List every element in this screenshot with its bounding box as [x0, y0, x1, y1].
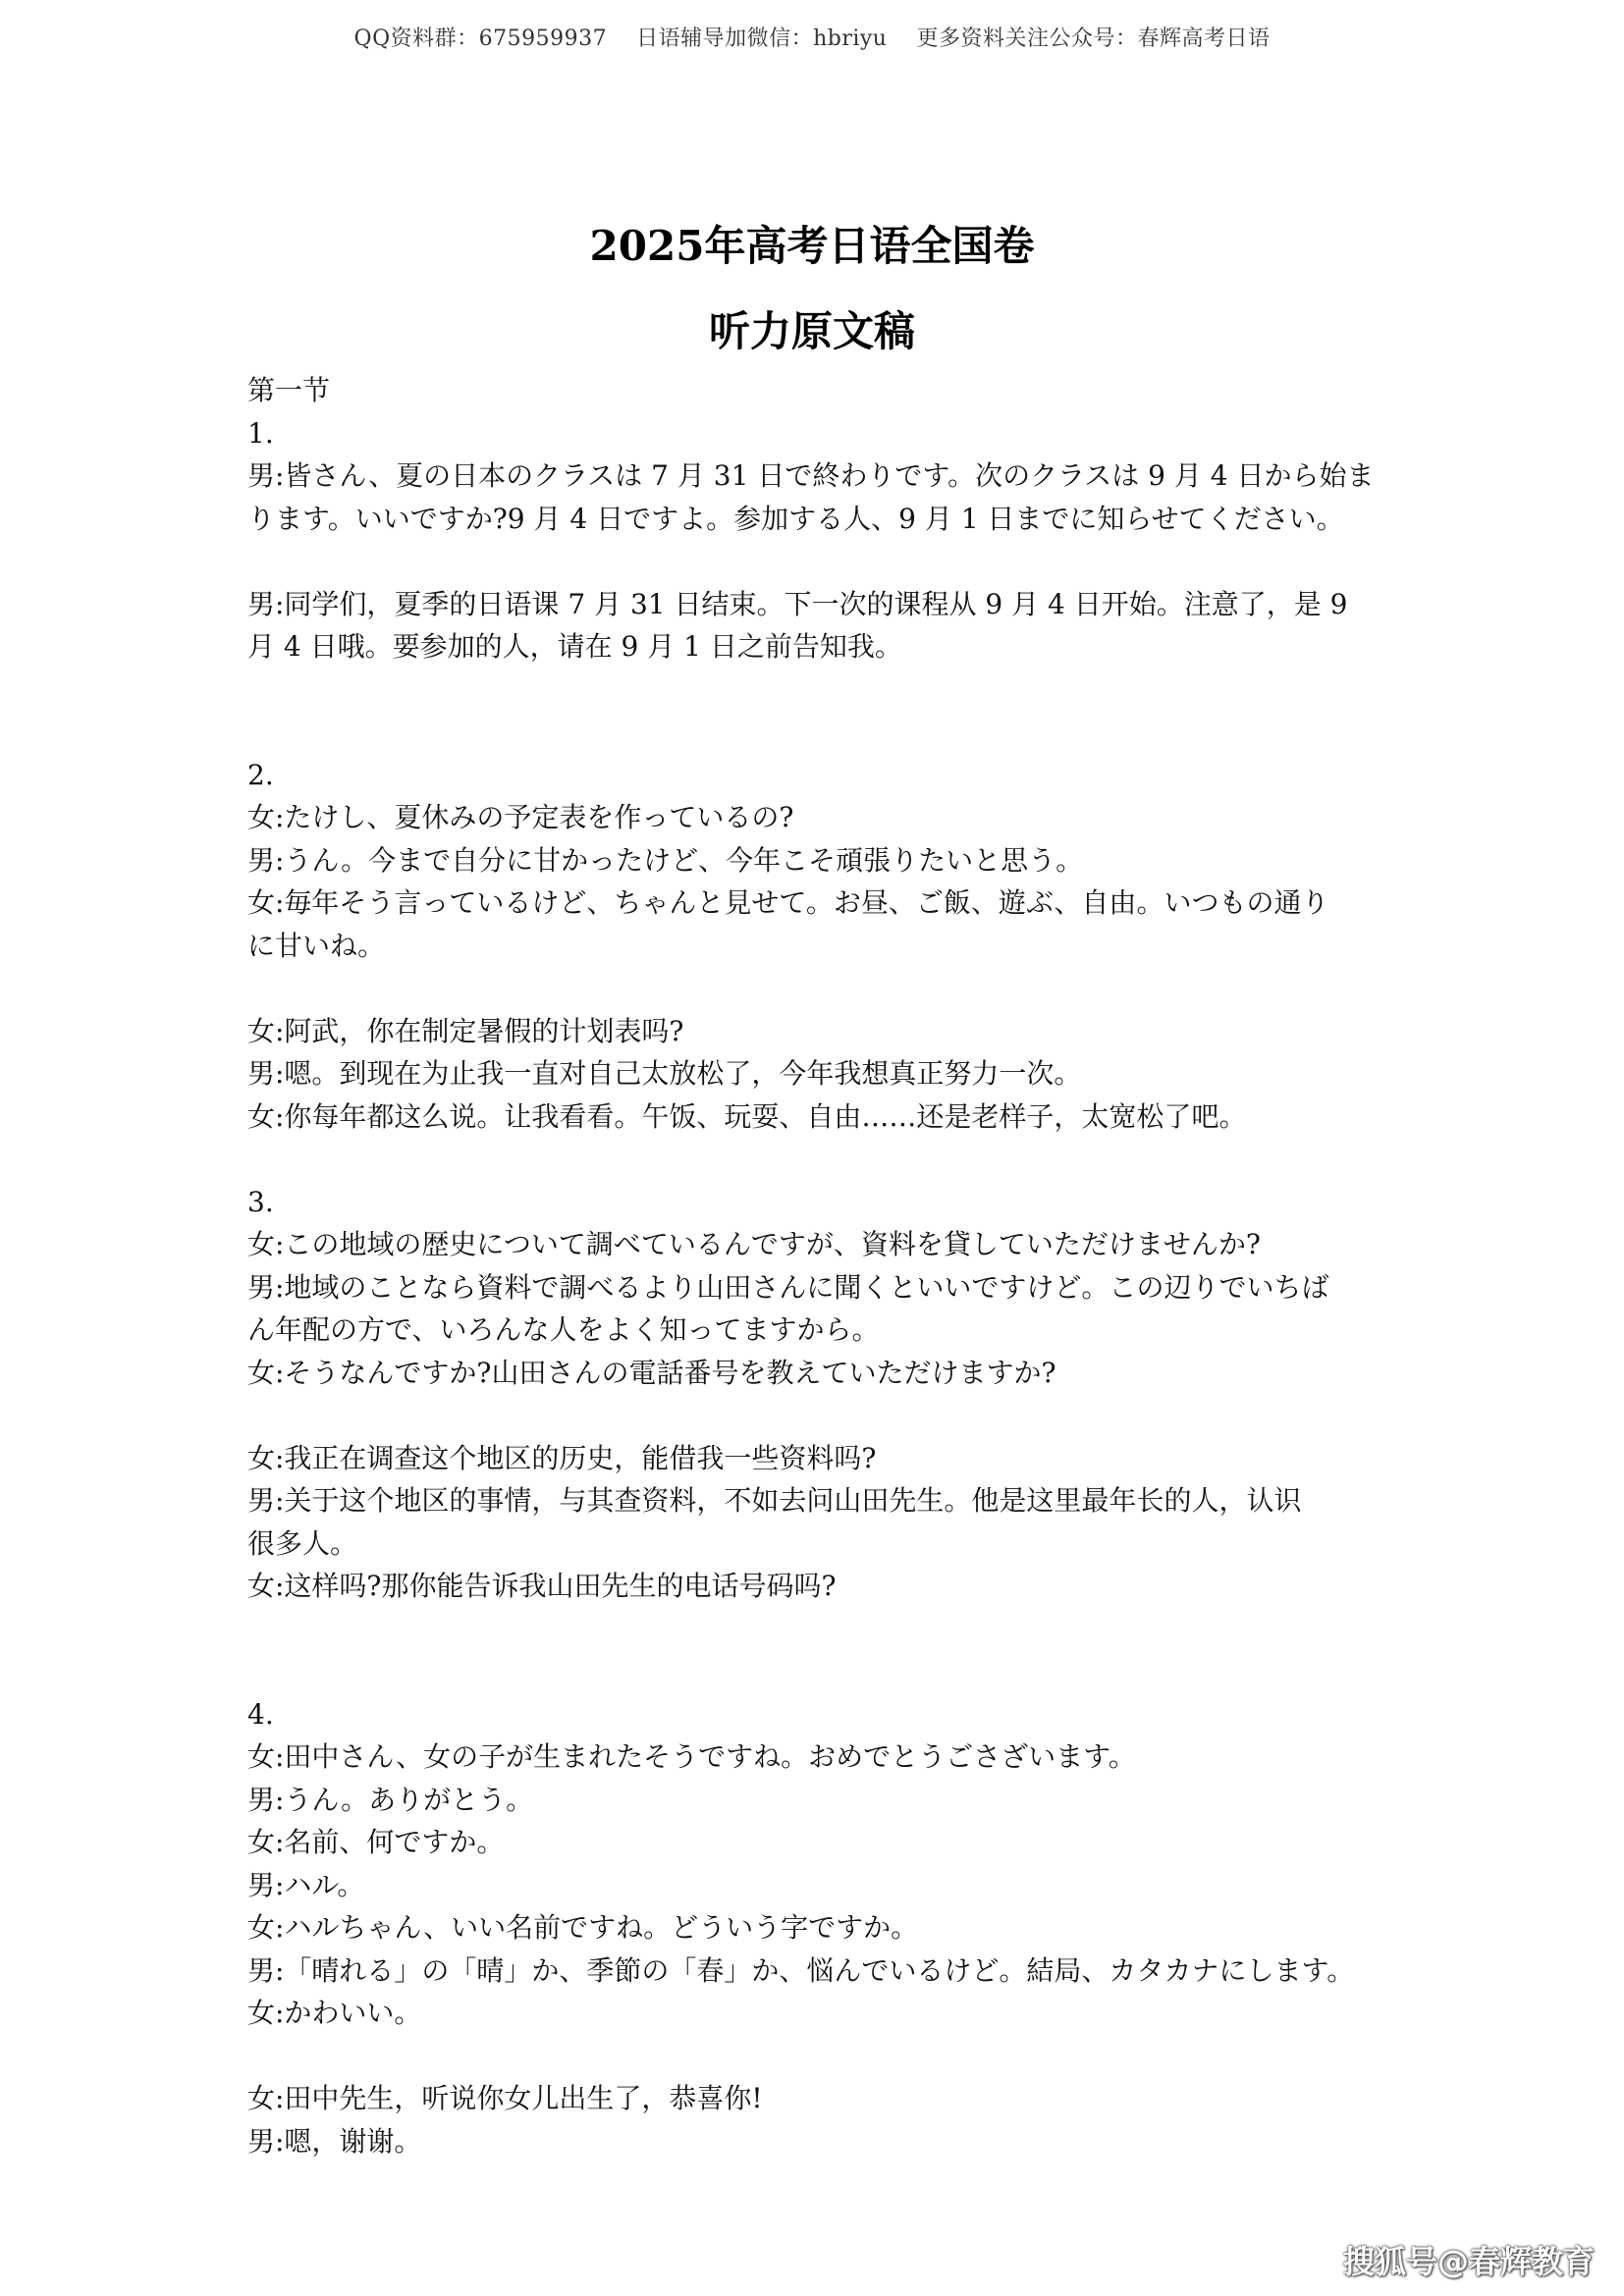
transcript-line: 女:かわいい。: [247, 1997, 422, 2029]
transcript-line: 男:うん。ありがとう。: [247, 1783, 534, 1816]
transcript-line: 男:同学们，夏季的日语课 7 月 31 日结束。下一次的课程从 9 月 4 日开始。注意了，是 9: [247, 587, 1348, 620]
transcript-line: 女:ハルちゃん、いい名前ですね。どういう字ですか。: [247, 1911, 919, 1944]
blank-line: [247, 1650, 1391, 1693]
transcript-line: 女:田中さん、女の子が生まれたそうですね。おめでとうごさざいます。: [247, 1740, 1136, 1773]
blank-line: [247, 1394, 1391, 1437]
transcript-body: [247, 369, 1391, 2163]
blank-line: [247, 967, 1391, 1010]
transcript-line: 男:「晴れる」の「晴」か、季節の「春」か、悩んでいるけど。結局、カタカナにします。: [247, 1953, 1355, 1987]
transcript-line: 男:嗯。到现在为止我一直对自己太放松了，今年我想真正努力一次。: [247, 1057, 1082, 1090]
transcript-line: 4.: [247, 1697, 274, 1731]
transcript-line: 女:这样吗?那你能告诉我山田先生的电话号码吗?: [247, 1570, 837, 1602]
blank-line: [247, 1138, 1391, 1181]
transcript-line: 第一节: [247, 374, 331, 406]
transcript-line: 很多人。: [247, 1526, 358, 1560]
transcript-line: に甘いね。: [247, 929, 386, 962]
document-title: 2025年高考日语全国卷: [589, 222, 1035, 270]
transcript-line: 男:うん。今まで自分に甘かったけど、今年こそ頑張りたいと思う。: [247, 843, 1084, 877]
blank-line: [247, 711, 1391, 754]
transcript-line: 月 4 日哦。要参加的人，请在 9 月 1 日之前告知我。: [247, 630, 902, 663]
transcript-line: 女:この地域の歴史について調べているんですが、資料を貸していただけませんか?: [247, 1228, 1261, 1260]
blank-line: [247, 2035, 1391, 2078]
transcript-line: ん年配の方で、いろんな人をよく知ってますから。: [247, 1313, 880, 1346]
blank-line: [247, 540, 1391, 583]
transcript-line: 男:嗯，谢谢。: [247, 2124, 422, 2158]
transcript-line: 女:そうなんですか?山田さんの電話番号を教えていただけますか?: [247, 1356, 1056, 1389]
transcript-line: 女:我正在调查这个地区的历史，能借我一些资料吗?: [247, 1441, 877, 1474]
blank-line: [247, 1608, 1391, 1651]
transcript-line: 女:你每年都这么说。让我看看。午饭、玩耍、自由……还是老样子，太宽松了吧。: [247, 1099, 1247, 1133]
transcript-line: 男:地域のことなら資料で調べるより山田さんに聞くといいですけど。この辺りでいちば: [247, 1270, 1329, 1304]
transcript-line: 1.: [247, 416, 274, 450]
transcript-line: 女:阿武，你在制定暑假的计划表吗?: [247, 1014, 684, 1047]
transcript-line: 男:ハル。: [247, 1868, 365, 1901]
transcript-line: 女:毎年そう言っているけど、ちゃんと見せて。お昼、ご飯、遊ぶ、自由。いつもの通り: [247, 886, 1329, 919]
transcript-line: 男:皆さん、夏の日本のクラスは 7 月 31 日で終わりです。次のクラスは 9 月 4 日から始ま: [247, 459, 1375, 492]
transcript-line: 男:关于这个地区的事情，与其查资料，不如去问山田先生。他是这里最年长的人，认识: [247, 1484, 1302, 1517]
transcript-line: ります。いいですか?9 月 4 日ですよ。参加する人、9 月 1 日までに知らせてください。: [247, 502, 1344, 535]
transcript-line: 女:名前、何ですか。: [247, 1826, 505, 1858]
transcript-line: 女:田中先生，听说你女儿出生了，恭喜你!: [247, 2082, 763, 2114]
blank-line: [247, 668, 1391, 712]
document-subtitle: 听力原文稿: [708, 307, 915, 355]
watermark: 搜狐号@春辉教育: [1342, 2243, 1595, 2280]
header-note: QQ资料群：675959937 日语辅导加微信：hbriyu 更多资料关注公众号：春辉高考日语: [353, 27, 1271, 51]
transcript-line: 2.: [247, 758, 274, 791]
transcript-line: 女:たけし、夏休みの予定表を作っているの?: [247, 801, 794, 833]
transcript-line: 3.: [247, 1185, 274, 1218]
